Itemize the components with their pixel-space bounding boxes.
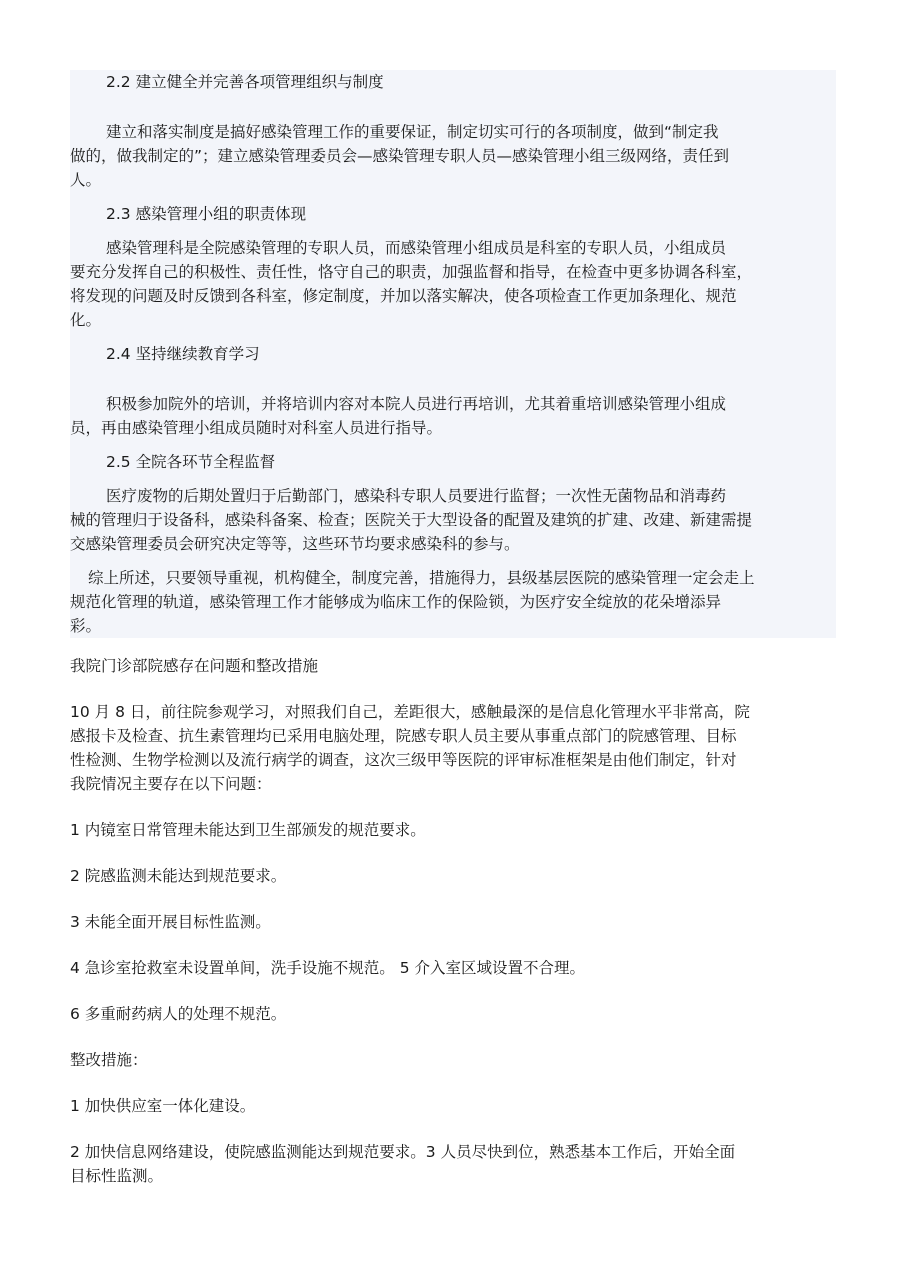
problem-item: 6 多重耐药病人的处理不规范。: [70, 1005, 287, 1023]
paragraph-line: 将发现的问题及时反馈到各科室，修定制度，并加以落实解决，使各项检查工作更加条理化、规范: [70, 287, 737, 305]
conclusion-line: 综上所述，只要领导重视，机构健全，制度完善，措施得力，县级基层医院的感染管理一定会走上: [88, 569, 755, 587]
problem-item: 2 院感监测未能达到规范要求。: [70, 867, 287, 885]
measure-item: 目标性监测。: [70, 1167, 164, 1185]
section-title: 我院门诊部院感存在问题和整改措施: [70, 657, 319, 675]
conclusion-line: 规范化管理的轨道，感染管理工作才能够成为临床工作的保险锁，为医疗安全绽放的花朵增添异: [70, 593, 722, 611]
paragraph-line: 医疗废物的后期处置归于后勤部门，感染科专职人员要进行监督；一次性无菌物品和消毒药: [106, 487, 727, 505]
intro-line: 性检测、生物学检测以及流行病学的调查，这次三级甲等医院的评审标准框架是由他们制定，针对: [70, 751, 737, 769]
paragraph-line: 要充分发挥自己的积极性、责任性，恪守自己的职责，加强监督和指导，在检查中更多协调各科室，: [70, 263, 753, 281]
heading-2-4: 2.4 坚持继续教育学习: [106, 345, 260, 363]
heading-2-3: 2.3 感染管理小组的职责体现: [106, 205, 307, 223]
problem-item: 1 内镜室日常管理未能达到卫生部颁发的规范要求。: [70, 821, 426, 839]
problem-item: 3 未能全面开展目标性监测。: [70, 913, 271, 931]
problem-item: 4 急诊室抢救室未设置单间，洗手设施不规范。 5 介入室区域设置不合理。: [70, 959, 586, 977]
paragraph-line: 员，再由感染管理小组成员随时对科室人员进行指导。: [70, 419, 443, 437]
conclusion-line: 彩。: [70, 617, 102, 635]
heading-2-2: 2.2 建立健全并完善各项管理组织与制度: [106, 73, 384, 91]
paragraph-line: 感染管理科是全院感染管理的专职人员，而感染管理小组成员是科室的专职人员，小组成员: [106, 239, 727, 257]
paragraph-line: 交感染管理委员会研究决定等等，这些环节均要求感染科的参与。: [70, 535, 520, 553]
paragraph-line: 做的，做我制定的”；建立感染管理委员会—感染管理专职人员—感染管理小组三级网络，责任到: [70, 147, 730, 165]
intro-line: 10 月 8 日，前往院参观学习，对照我们自己，差距很大，感触最深的是信息化管理水平非常高，院: [70, 703, 750, 721]
heading-2-5: 2.5 全院各环节全程监督: [106, 453, 276, 471]
measures-title: 整改措施：: [70, 1051, 148, 1069]
measure-item: 2 加快信息网络建设，使院感监测能达到规范要求。3 人员尽快到位，熟悉基本工作后，开始全面: [70, 1143, 736, 1161]
paragraph-line: 械的管理归于设备科，感染科备案、检查；医院关于大型设备的配置及建筑的扩建、改建、新建需提: [70, 511, 753, 529]
intro-line: 感报卡及检查、抗生素管理均已采用电脑处理，院感专职人员主要从事重点部门的院感管理、目标: [70, 727, 737, 745]
intro-line: 我院情况主要存在以下问题：: [70, 775, 272, 793]
paragraph-line: 积极参加院外的培训，并将培训内容对本院人员进行再培训，尤其着重培训感染管理小组成: [106, 395, 727, 413]
paragraph-line: 建立和落实制度是搞好感染管理工作的重要保证，制定切实可行的各项制度，做到“制定我: [106, 123, 719, 141]
measure-item: 1 加快供应室一体化建设。: [70, 1097, 256, 1115]
paragraph-line: 化。: [70, 311, 102, 329]
paragraph-line: 人。: [70, 171, 102, 189]
